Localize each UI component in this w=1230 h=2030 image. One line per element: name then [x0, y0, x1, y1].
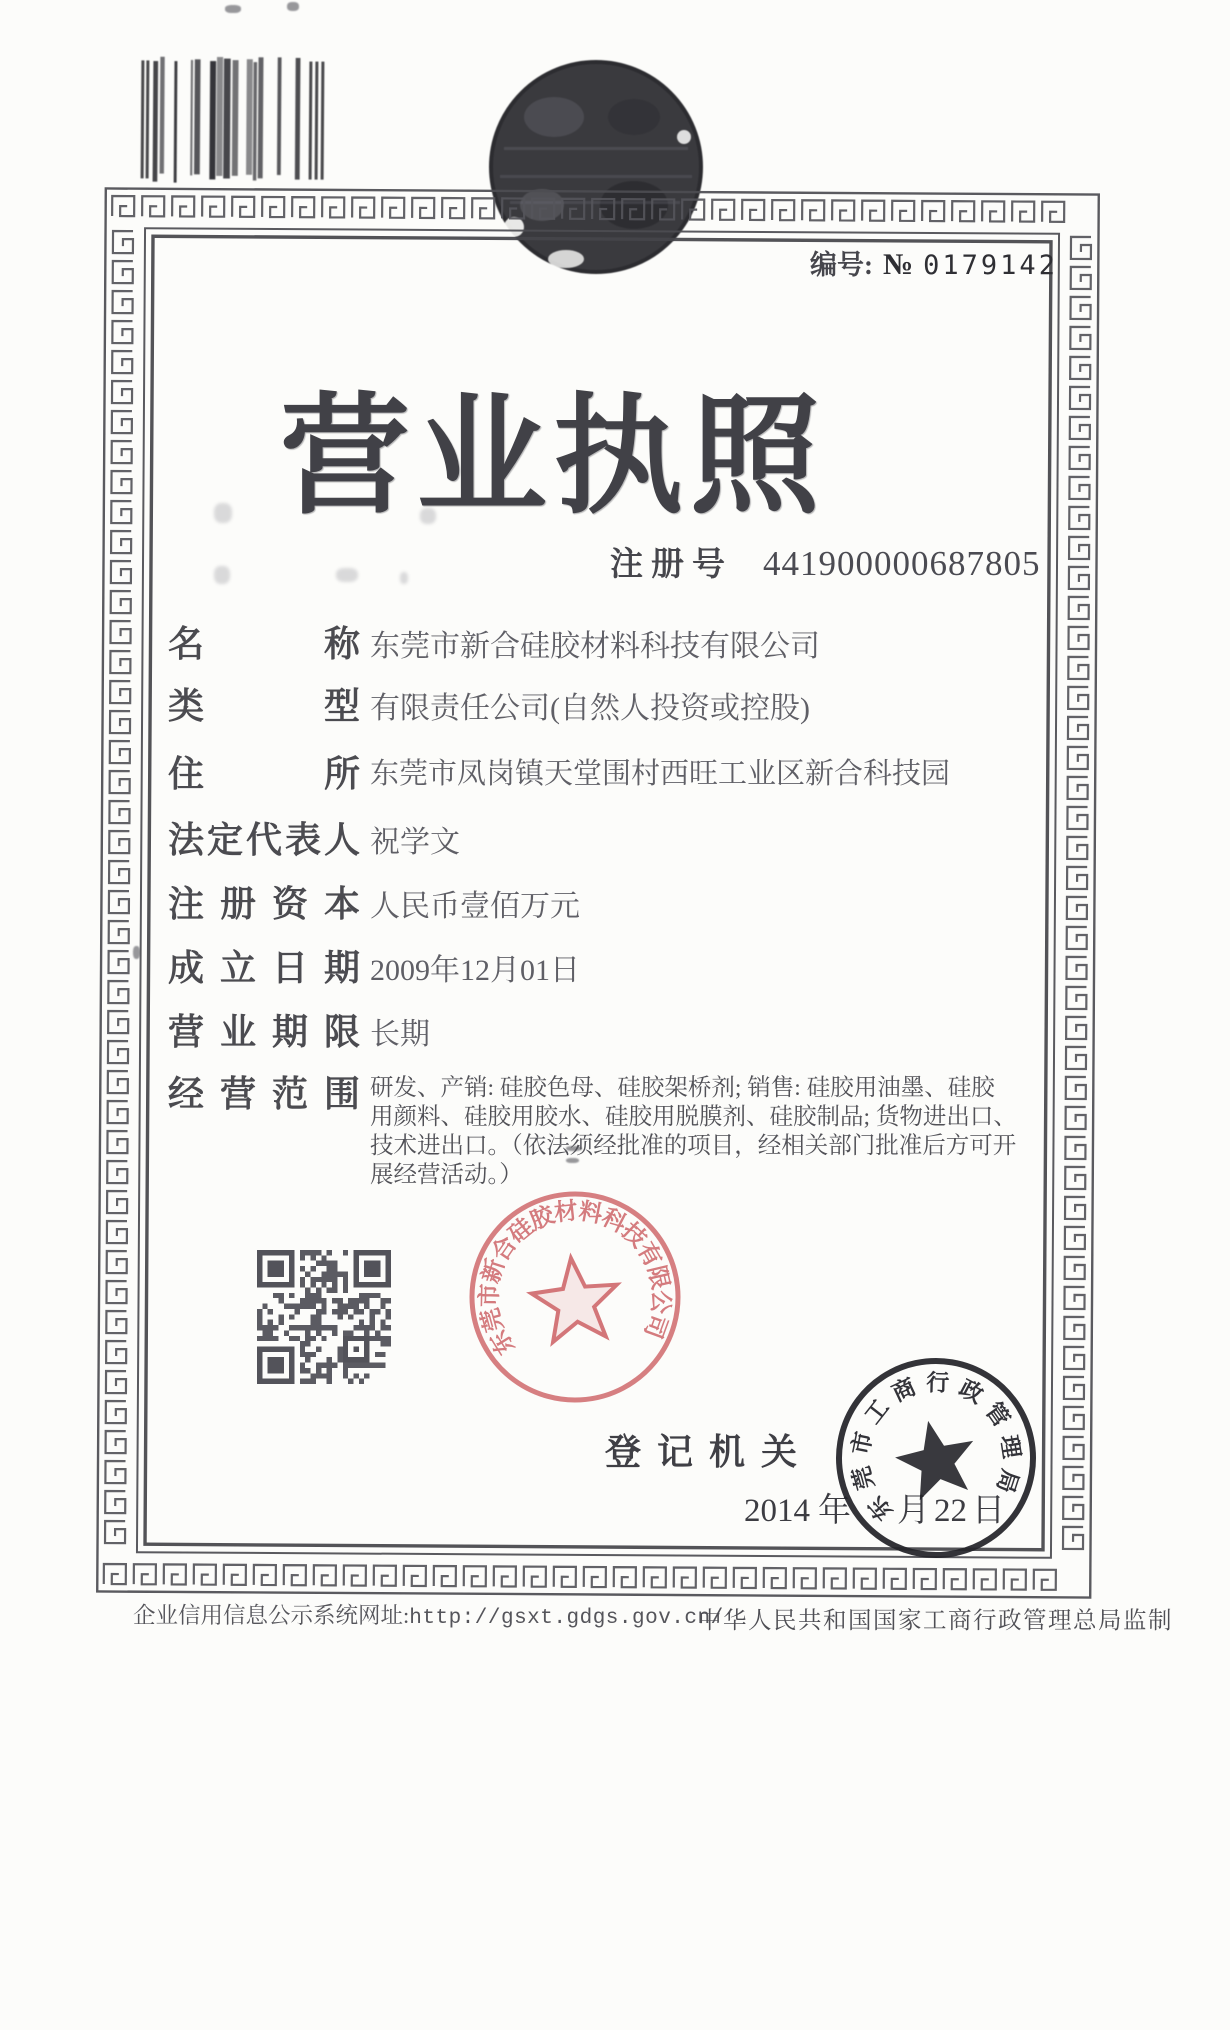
svg-text:料: 料 — [576, 1198, 605, 1229]
svg-text:理: 理 — [996, 1433, 1025, 1460]
registration-number: 441900000687805 — [763, 544, 1041, 583]
svg-text:科: 科 — [597, 1204, 631, 1239]
scan-speck — [287, 2, 299, 11]
numero-sign: № — [883, 248, 914, 281]
footer-public-info-url — [133, 1598, 724, 1630]
svg-text:东: 东 — [863, 1491, 898, 1526]
field-row-term — [168, 1004, 1028, 1054]
svg-text:限: 限 — [642, 1263, 674, 1293]
registration-line — [610, 538, 1041, 585]
scan-smudge — [336, 568, 358, 582]
field-row-established — [168, 940, 1028, 990]
svg-text:合: 合 — [487, 1232, 523, 1267]
svg-text:硅: 硅 — [503, 1213, 539, 1249]
field-row-legal-rep — [168, 812, 1028, 862]
company-seal — [457, 1179, 693, 1415]
svg-text:司: 司 — [638, 1310, 672, 1342]
scan-speck — [225, 5, 241, 13]
svg-text:新: 新 — [478, 1255, 511, 1287]
scan-smudge — [133, 946, 140, 959]
svg-text:工: 工 — [859, 1395, 894, 1429]
footer-url-prefix: 企业信用信息公示系统网址: — [133, 1603, 410, 1628]
svg-text:管: 管 — [980, 1398, 1015, 1432]
scan-smudge — [214, 566, 230, 584]
field-row-name — [168, 616, 1028, 666]
field-label-established: 成 立 日 期 — [168, 948, 360, 988]
field-value-address: 东莞市凤岗镇天堂围村西旺工业区新合科技园 — [370, 758, 951, 790]
svg-text:商: 商 — [888, 1373, 920, 1407]
svg-text:公: 公 — [646, 1289, 674, 1315]
field-row-type — [168, 678, 1028, 728]
svg-text:行: 行 — [925, 1370, 950, 1396]
svg-text:莞: 莞 — [477, 1304, 509, 1335]
year-unit: 年 — [818, 1493, 851, 1529]
license-title: 营 业 执 照 — [280, 383, 820, 529]
svg-text:市: 市 — [476, 1283, 504, 1308]
field-value-established: 2009年12月01日 — [370, 954, 580, 987]
serial-label: 编号: — [810, 250, 873, 280]
issue-day: 22 — [934, 1493, 967, 1529]
month-unit: 月 — [897, 1493, 930, 1529]
field-value-scope: 研发、产销: 硅胶色母、硅胶架桥剂; 销售: 硅胶用油墨、硅胶用颜料、硅胶用胶水、硅胶用脱膜剂、硅胶制品; 货物进出口、技术进出口。（依法须经批准的项目，经相关部门批准后方可开展经营活动。） — [370, 1075, 1017, 1189]
field-value-name: 东莞市新合硅胶材料科技有限公司 — [370, 630, 820, 663]
qr-code — [257, 1250, 391, 1384]
svg-text:局: 局 — [991, 1466, 1023, 1496]
field-label-term: 营 业 期 限 — [168, 1012, 360, 1052]
svg-text:有: 有 — [631, 1238, 666, 1272]
serial-line — [810, 243, 1058, 282]
field-value-type: 有限责任公司(自然人投资或控股) — [370, 692, 810, 725]
field-value-legal-rep: 祝学文 — [370, 826, 460, 859]
field-row-scope — [168, 1066, 1028, 1196]
field-value-capital: 人民币壹佰万元 — [370, 890, 580, 923]
registrar-seal — [826, 1348, 1046, 1568]
field-label-capital: 注 册 资 本 — [168, 884, 360, 924]
registration-number-label: 注册号 — [610, 547, 733, 583]
registrar-label: 登记机关 — [605, 1432, 814, 1472]
svg-text:材: 材 — [553, 1198, 580, 1227]
svg-text:市: 市 — [847, 1429, 877, 1458]
scan-smudge — [420, 508, 436, 524]
field-label-type: 类 型 — [168, 686, 360, 726]
field-row-capital — [168, 876, 1028, 926]
field-label-name: 名 称 — [168, 624, 360, 664]
field-value-term: 长期 — [370, 1018, 430, 1051]
footer-url: http://gsxt.gdgs.gov.cn/ — [409, 1607, 724, 1630]
svg-text:政: 政 — [955, 1375, 988, 1409]
svg-text:胶: 胶 — [526, 1201, 559, 1235]
svg-text:技: 技 — [616, 1218, 652, 1254]
scan-smudge — [400, 572, 408, 584]
barcode — [137, 56, 328, 183]
issue-year: 2014 — [744, 1493, 810, 1529]
scan-smudge — [214, 503, 232, 523]
svg-text:东: 东 — [485, 1325, 521, 1359]
day-unit: 日 — [972, 1493, 1005, 1529]
serial-number: 0179142 — [923, 250, 1058, 281]
field-row-address — [168, 746, 1028, 796]
svg-text:莞: 莞 — [848, 1463, 879, 1493]
footer-issuer: 中华人民共和国国家工商行政管理总局监制 — [698, 1608, 1173, 1634]
field-label-address: 住 所 — [168, 754, 360, 794]
field-label-legal-rep: 法 定 代 表 人 — [168, 820, 360, 860]
field-label-scope: 经 营 范 围 — [168, 1074, 360, 1114]
